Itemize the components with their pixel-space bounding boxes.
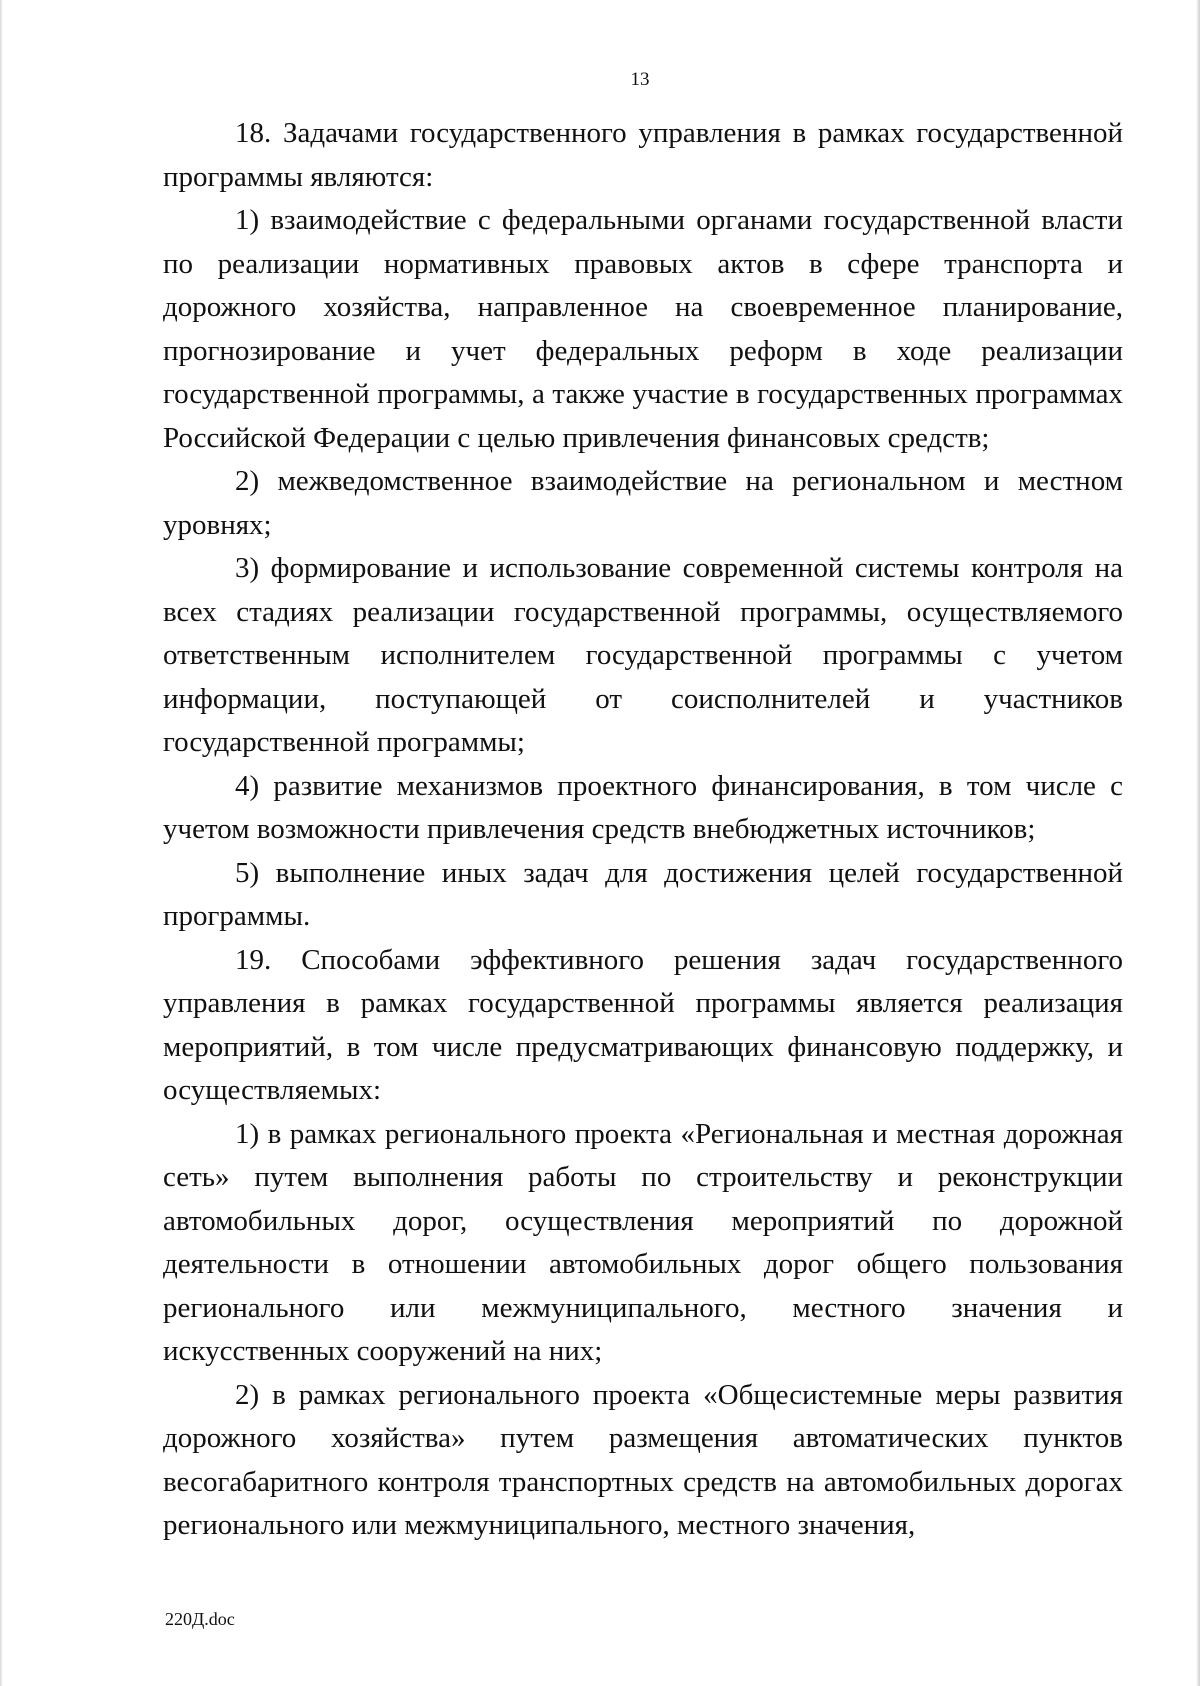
- scan-edge-right: [1196, 0, 1200, 1686]
- list-item-18-1: 1) взаимодействие с федеральными органами государственной власти по реализации нормативных правовых актов в сфере транспорта и дорожного хозяйства, направленное на своевременное планирование, прогнозирование и учет федеральных реформ в ходе реализации государственной программы, а также участие в государственных программах Российской Федерации с целью привлечения финансовых средств;: [163, 204, 1123, 454]
- list-item-18-5: 5) выполнение иных задач для достижения целей государственной программы.: [163, 856, 1123, 932]
- list-item-19-1: 1) в рамках регионального проекта «Региональная и местная дорожная сеть» путем выполнения работы по строительству и реконструкции автомобильных дорог, осуществления мероприятий по дорожной деятельности в отношении автомобильных дорог общего пользования регионального или межмуниципального, местного значения и искусственных сооружений на них;: [163, 1117, 1123, 1367]
- page-number: 13: [630, 69, 650, 90]
- paragraph-item-18: 18. Задачами государственного управления в рамках государственной программы являются:: [163, 117, 1123, 193]
- list-item-18-3: 3) формирование и использование современной системы контроля на всех стадиях реализации государственной программы, осуществляемого ответственным исполнителем государственной программы с учетом информации, поступающей от соисполнителей и участников государственной программы;: [163, 552, 1123, 758]
- paragraph-item-19: 19. Способами эффективного решения задач государственного управления в рамках государственной программы является реализация мероприятий, в том числе предусматривающих финансовую поддержку, и осуществляемых:: [163, 943, 1123, 1106]
- list-item-18-4: 4) развитие механизмов проектного финансирования, в том числе с учетом возможности привлечения средств внебюджетных источников;: [163, 769, 1123, 845]
- footer-filename: 220Д.doc: [165, 1609, 235, 1629]
- list-item-19-2: 2) в рамках регионального проекта «Общесистемные меры развития дорожного хозяйства» путем размещения автоматических пунктов весогабаритного контроля транспортных средств на автомобильных дорогах регионального или межмуниципального, местного значения,: [163, 1378, 1123, 1541]
- list-item-18-2: 2) межведомственное взаимодействие на региональном и местном уровнях;: [163, 465, 1123, 541]
- scan-edge-left: [0, 0, 3, 1686]
- document-body: [163, 112, 1123, 1548]
